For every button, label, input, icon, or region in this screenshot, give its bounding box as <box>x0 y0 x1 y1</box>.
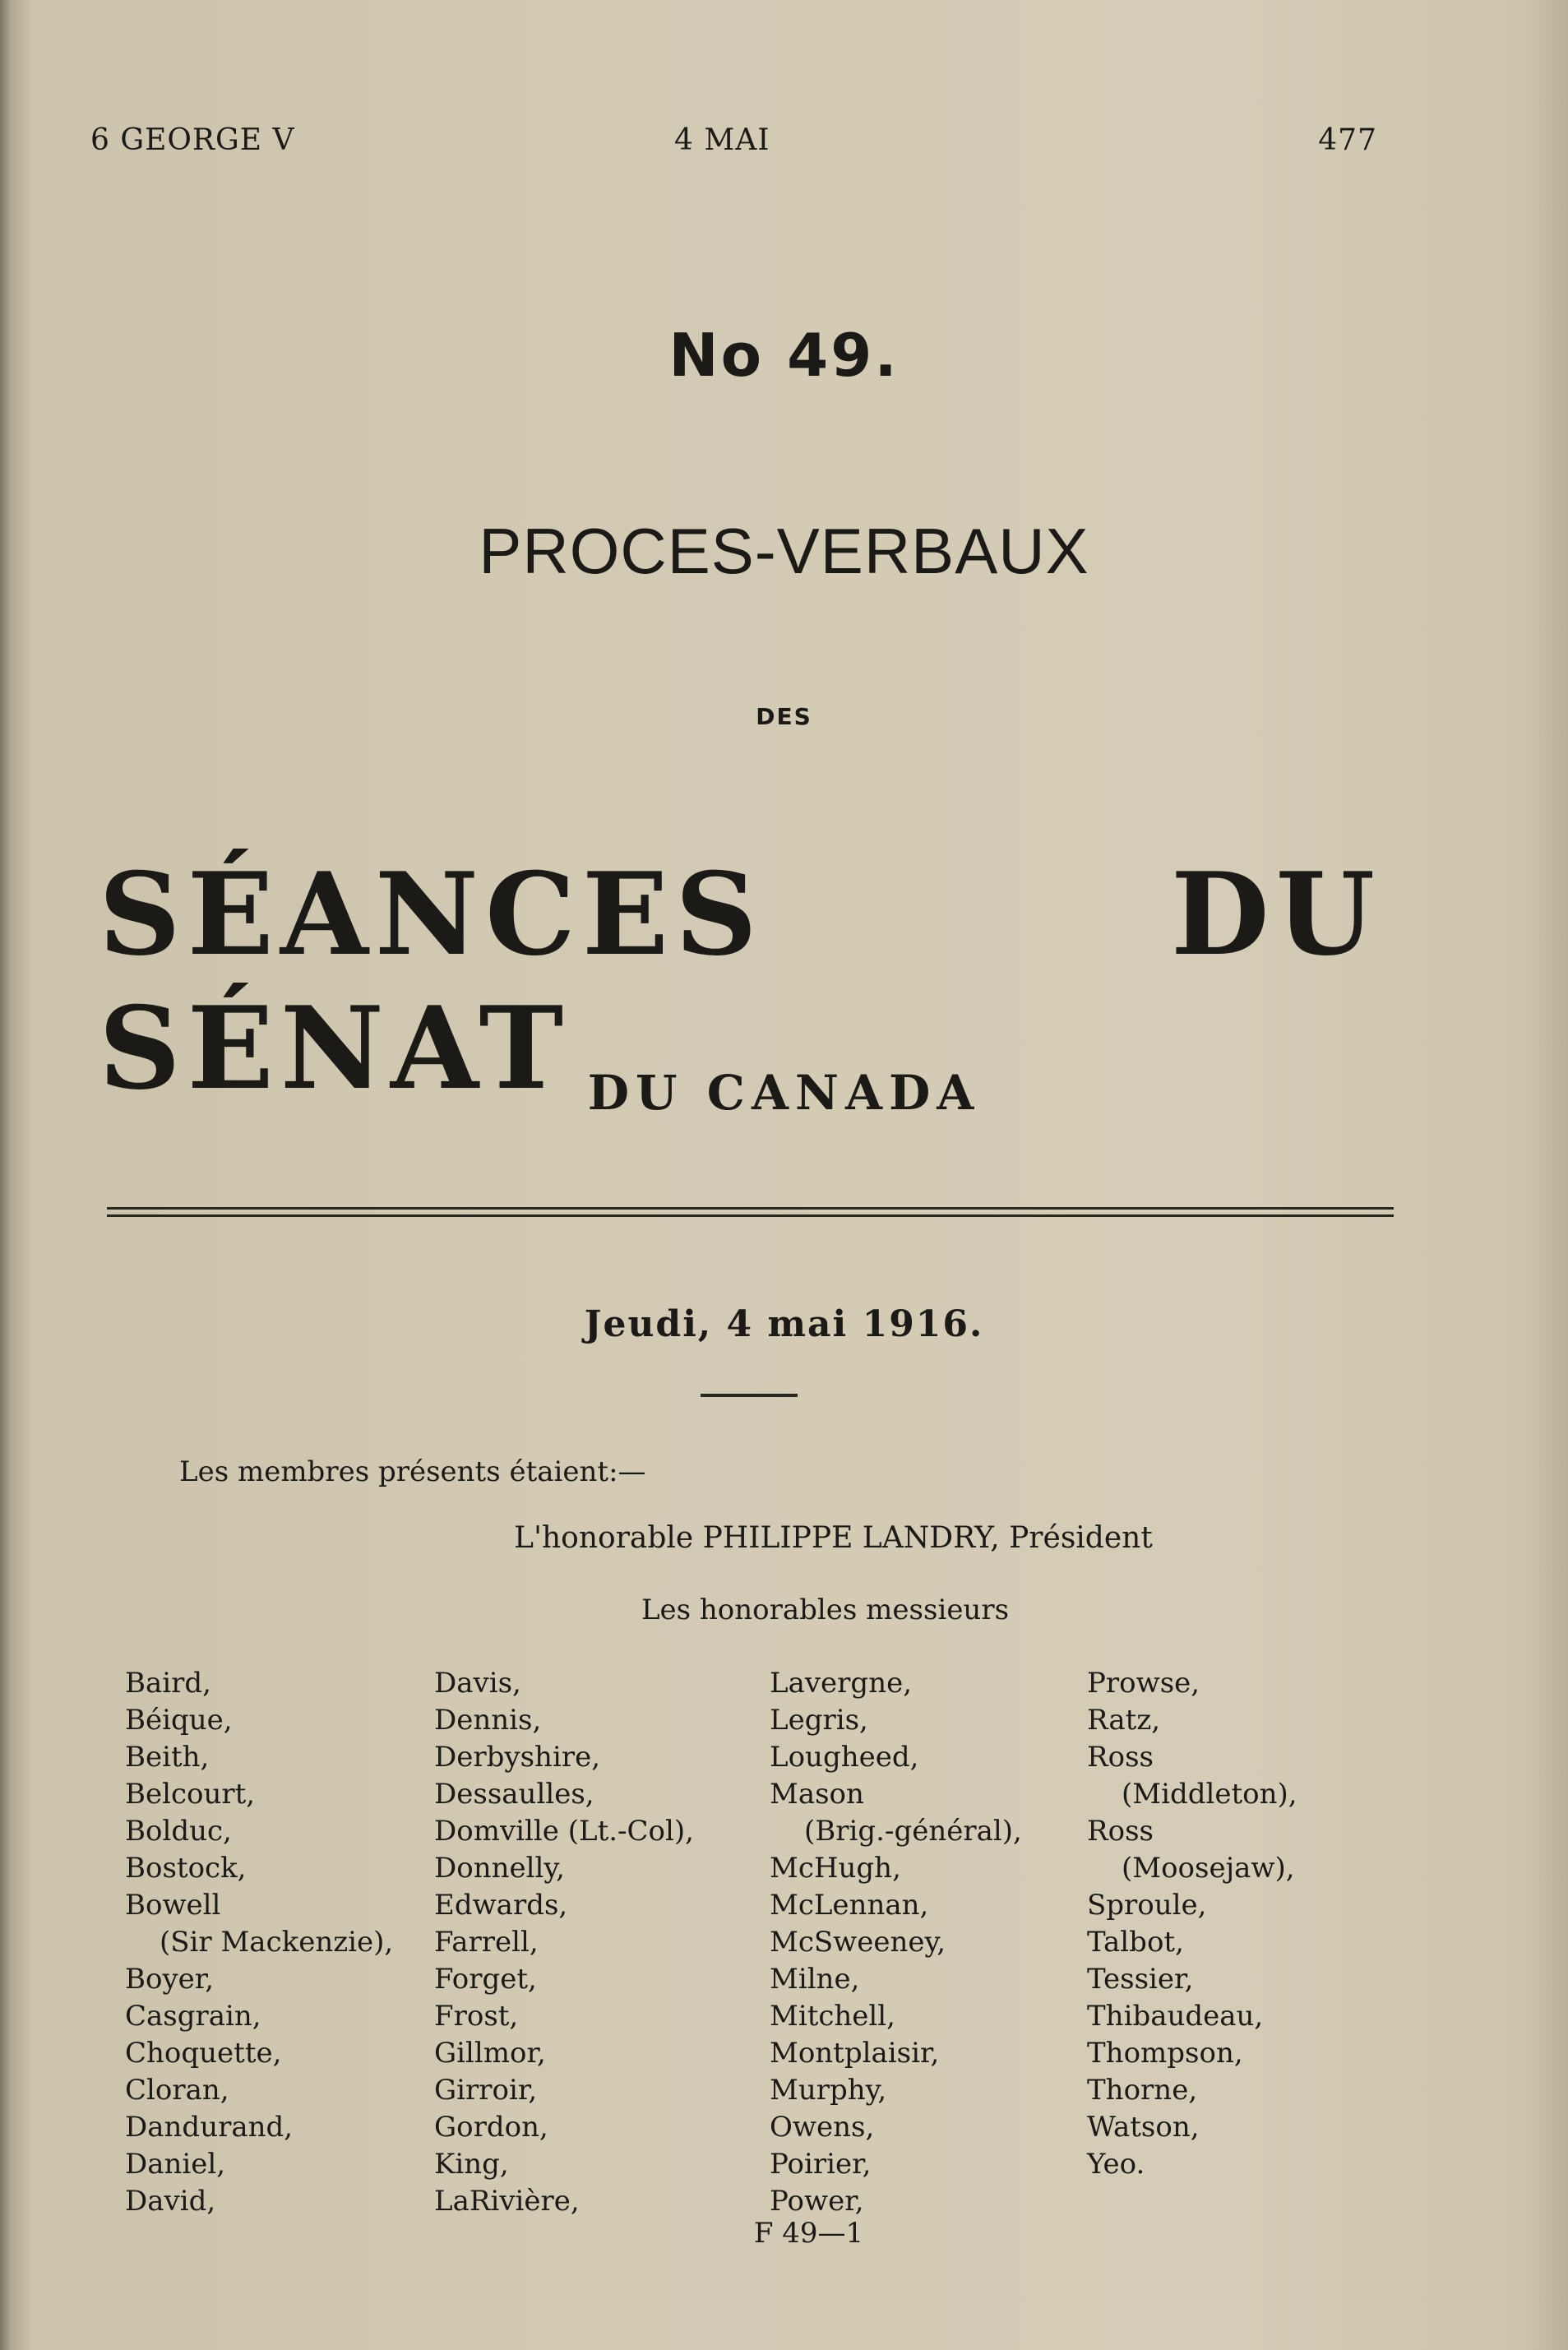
member-name: Forget, <box>434 1963 537 1996</box>
member-name: Farrell, <box>434 1926 539 1959</box>
member-name: LaRivière, <box>434 2185 580 2218</box>
member-name: Lavergne, <box>770 1667 913 1700</box>
member-name: Boyer, <box>125 1963 215 1996</box>
double-rule-divider <box>107 1207 1394 1217</box>
member-name: Thompson, <box>1087 2037 1243 2070</box>
member-name: McLennan, <box>770 1889 929 1922</box>
member-name-continued: (Brig.-général), <box>804 1815 1022 1848</box>
member-name: Choquette, <box>125 2037 282 2070</box>
member-name: Milne, <box>770 1963 860 1996</box>
members-column-3 <box>770 1665 1022 2220</box>
president-line: L'honorable PHILIPPE LANDRY, Président <box>514 1521 1153 1555</box>
member-name-continued: (Middleton), <box>1122 1778 1297 1811</box>
member-name: Power, <box>770 2185 864 2218</box>
member-name: Montplaisir, <box>770 2037 940 2070</box>
member-name: Edwards, <box>434 1889 568 1922</box>
member-name: McHugh, <box>770 1852 901 1885</box>
member-name: Dessaulles, <box>434 1778 594 1811</box>
member-name: Cloran, <box>125 2074 229 2107</box>
member-name: Thorne, <box>1087 2074 1198 2107</box>
member-name: Gordon, <box>434 2111 548 2144</box>
member-name: Davis, <box>434 1667 521 1700</box>
member-name: Domville (Lt.-Col), <box>434 1815 694 1848</box>
member-name: Derbyshire, <box>434 1741 601 1774</box>
member-name: Talbot, <box>1087 1926 1184 1959</box>
member-name: McSweeney, <box>770 1926 946 1959</box>
title-des: DES <box>756 703 812 730</box>
member-name: Ross <box>1087 1741 1154 1774</box>
member-name: King, <box>434 2148 509 2181</box>
member-name: Donnelly, <box>434 1852 565 1885</box>
member-name: Mitchell, <box>770 2000 895 2033</box>
issue-number: No 49. <box>668 321 900 390</box>
member-name: Sproule, <box>1087 1889 1207 1922</box>
members-column-2 <box>434 1665 694 2220</box>
sitting-date: Jeudi, 4 mai 1916. <box>584 1303 984 1345</box>
member-name: Tessier, <box>1087 1963 1194 1996</box>
member-name: Poirier, <box>770 2148 872 2181</box>
member-name-continued: (Sir Mackenzie), <box>160 1926 394 1959</box>
member-name: Lougheed, <box>770 1741 919 1774</box>
member-name: Mason <box>770 1778 864 1811</box>
member-name: Thibaudeau, <box>1087 2000 1264 2033</box>
member-name: Yeo. <box>1087 2148 1145 2181</box>
header-reign: 6 GEORGE V <box>90 123 295 157</box>
members-column-4 <box>1087 1665 1297 2183</box>
member-name: Casgrain, <box>125 2000 261 2033</box>
member-name: Ross <box>1087 1815 1154 1848</box>
honorables-heading: Les honorables messieurs <box>641 1594 1010 1626</box>
member-name: Legris, <box>770 1704 868 1737</box>
page-title: SÉANCES DU SÉNAT <box>99 847 1381 1115</box>
member-name: Dennis, <box>434 1704 542 1737</box>
member-name: Daniel, <box>125 2148 226 2181</box>
member-name: Prowse, <box>1087 1667 1200 1700</box>
title-proces-verbaux: PROCES-VERBAUX <box>479 515 1089 587</box>
member-name: Girroir, <box>434 2074 538 2107</box>
member-name: Béique, <box>125 1704 233 1737</box>
header-date: 4 MAI <box>674 123 770 157</box>
member-name: Gillmor, <box>434 2037 546 2070</box>
page-number: 477 <box>1318 123 1377 157</box>
member-name: Watson, <box>1087 2111 1200 2144</box>
member-name: David, <box>125 2185 216 2218</box>
member-name: Beith, <box>125 1741 210 1774</box>
members-present-intro: Les membres présents étaient:— <box>179 1455 646 1488</box>
member-name: Baird, <box>125 1667 211 1700</box>
running-header <box>90 123 1377 164</box>
signature-mark: F 49—1 <box>753 2217 864 2250</box>
member-name: Dandurand, <box>125 2111 294 2144</box>
member-name-continued: (Moosejaw), <box>1122 1852 1295 1885</box>
members-column-1 <box>125 1665 393 2220</box>
member-name: Bostock, <box>125 1852 247 1885</box>
member-name: Murphy, <box>770 2074 887 2107</box>
member-name: Owens, <box>770 2111 875 2144</box>
member-name: Frost, <box>434 2000 519 2033</box>
member-name: Ratz, <box>1087 1704 1161 1737</box>
member-name: Belcourt, <box>125 1778 256 1811</box>
title-du-canada: DU CANADA <box>587 1065 981 1121</box>
member-name: Bolduc, <box>125 1815 232 1848</box>
short-divider <box>701 1394 798 1397</box>
member-name: Bowell <box>125 1889 221 1922</box>
